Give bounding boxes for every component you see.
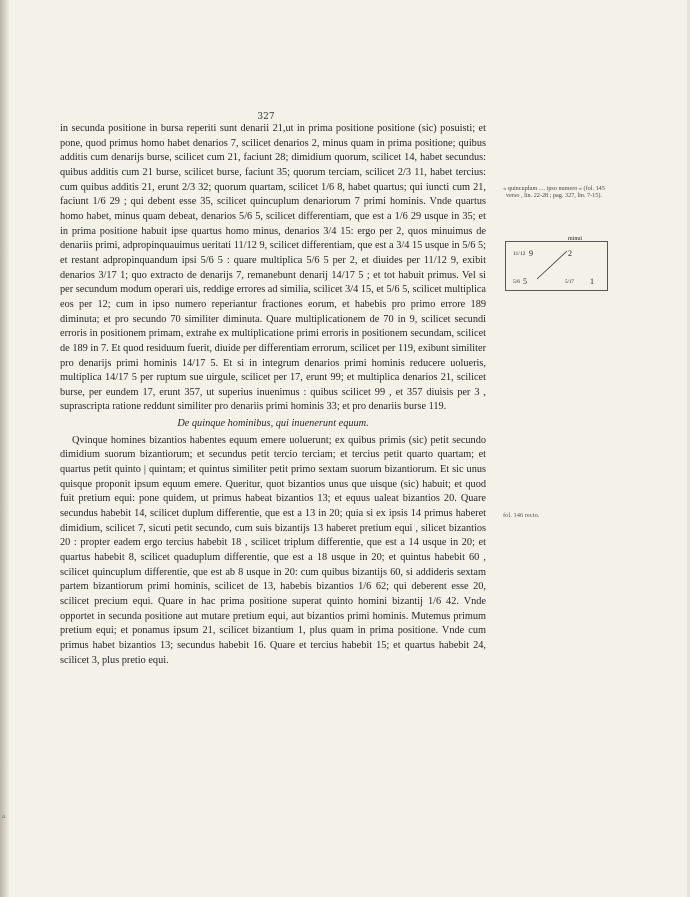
paragraph-2: Qvinque homines bizantios habentes equum emere uoluerunt; ex quibus primis (sic) petit secundo dimidium suorum bizantiorum; et secundus petit tercio terciam; et tercius petit quarto quartam; et quartus petit quinto | quintam; et quintus similiter petit primo sextam suorum bizantiorum. Et sic unus quisque proponit ipsum equum emere. Queritur, quot bizantios unus que uisque (sic) habuit; et quod fuit pretium equi: pone quidem, ut primus habeat bizantios 13; et equus ualeat bizantios 20. Quare secundus habebit 14, scilicet duplum differentie, que est a 13 in 20; quia si ex ipsis 14 primus haberet dimidium, scilicet 7, sicuti petit secundo, cum suis bizantijs 13 haberet pretium equi , silicet bizantios 20 : propter eadem ergo tercius habebit 18 , scilicet triplum differentie, que est a 14 usque in 20; et quartus habebit 8, scilicet quaduplum differentie, que est a 18 usque in 20; et quintus habebit 60 , scilicet quincuplum differentie, que est ab 8 usque in 20: cum quibus bizantijs 60, si addideris sextam partem bizantiorum primi hominis, scilicet de 13, habebis bizantios 1/6 62; qui deberent esse 20, scilicet precium equi. Quare in hac prima positione superat quinto homini bizantij 1/6 42. Vnde opportet in secunda positione aut mutare pretium equi, aut bizantios primi hominis. Mutemus primum pretium equi; et ponamus ipsum 21, scilicet bizantium 1, plus quam in prima positione. Vnde cum primus habet bizantios 13; secundus habebit 16. Quare et tercius habebit 15; et quartus habebit 24, scilicet 3, plus pretio equi. [60,434,486,666]
page-spine-shadow [0,0,10,897]
value-left-top: 9 [529,249,533,258]
diagram-connector [537,251,567,279]
value-right-bottom: 1 [590,277,594,286]
value-left-bottom: 5 [523,277,527,286]
diagram-svg [505,233,609,291]
section-title: De quinque hominibus, qui inuenerunt equum. [177,418,369,430]
fraction-left-bottom: 5/6 [513,279,521,285]
margin-mark: ▵ [2,812,6,820]
paragraph-1: in secunda positione in bursa reperiti sunt denarii 21,ut in prima positione positione (sic) posuisti; et pone, quod primus homo habet denarios 7, scilicet denarios 2, minus quam in prima positione; quibus additis cum denarijs burse, scilicet cum 21, faciunt 28; dimidium quorum, scilicet 14, habet secundus: quibus additis cum 21 burse, scilicet burse, faciunt 35; quorum terciam, scilicet 2/3 11, habet tercius: cum quibus additis 21, erunt 2/3 32; quorum quartam, scilicet 1/6 8, habet quartus; qui iuncti cum 21, faciunt 1/6 29 ; qui debent esse 35, scilicet quincuplum denariorum 7 primi hominis. Vnde quartus homo habet, minus quam debeat, denarios 5/6 5, scilicet differentiam, que est a 1/6 29 usque in 35; et in prima positione habuit ipse quartus homo minus, denarios 3/4 15: ergo per 2, quos minuimus de denariis primi, adpropinquauimus ueritati 11/12 9, scilicet differentiam, que est a 3/4 15 usque in 5/6 5; et restant adpropinquandum ipsi 5/6 5 : quare multiplica 5/6 5 per 2, et diuides per 11/12 9, exibit denarios 3/17 1; quo extracto de denarijs 7, remanebunt denarij 14/17 5 ; et tot habuit primus. Vel si per secundum modum operari uis, reddige errores ad similia, scilicet 3/4 15, et 5/6 5, scilicet multiplica eos per 12; cum in ipso numero reperiantur fractiones eorum, et habebis pro primo errore 189 diminuta; et pro secundo 70 similiter diminuta. Quare multiplicationem de 70 in 9, scilicet secundi erroris in positionem primam, extrahe ex multiplicatione primi erroris in positionem secundam, scilicet de 189 in 7. Et quod residuum fuerit, diuide per differentiam errorum, scilicet per 119, exibunt similiter pro denarijs primi hominis 14/17 5. Et si in integrum denarios primi hominis reducere uolueris, multiplica 14/17 5 per ruptum sue uirgule, scilicet per 17, erunt 99; et multiplica denarios 21, scilicet burse, per eundem 17, erunt 357, ut superius inuenimus : quibus scilicet 99 , et 357 diuisis per 3 , suprascripta ratione reddunt similiter pro denariis primi hominis 33; et pro denariis burse 119. [60,123,486,413]
page-number: 327 [257,112,275,122]
position-diagram [505,233,609,291]
fraction-left-top: 11/12 [513,251,526,257]
fraction-right-bottom: 5/17 [565,280,574,285]
diagram-label-top: minui [568,236,583,242]
margin-note: « quincuplum .... ipso numero » (fol. 145 verso , lin. 22-28 ; pag. 327, lin. 7-15). [503,185,605,200]
folio-note: fol. 146 recto. [503,512,540,519]
value-right-top: 2 [568,249,572,258]
main-text [60,122,486,668]
